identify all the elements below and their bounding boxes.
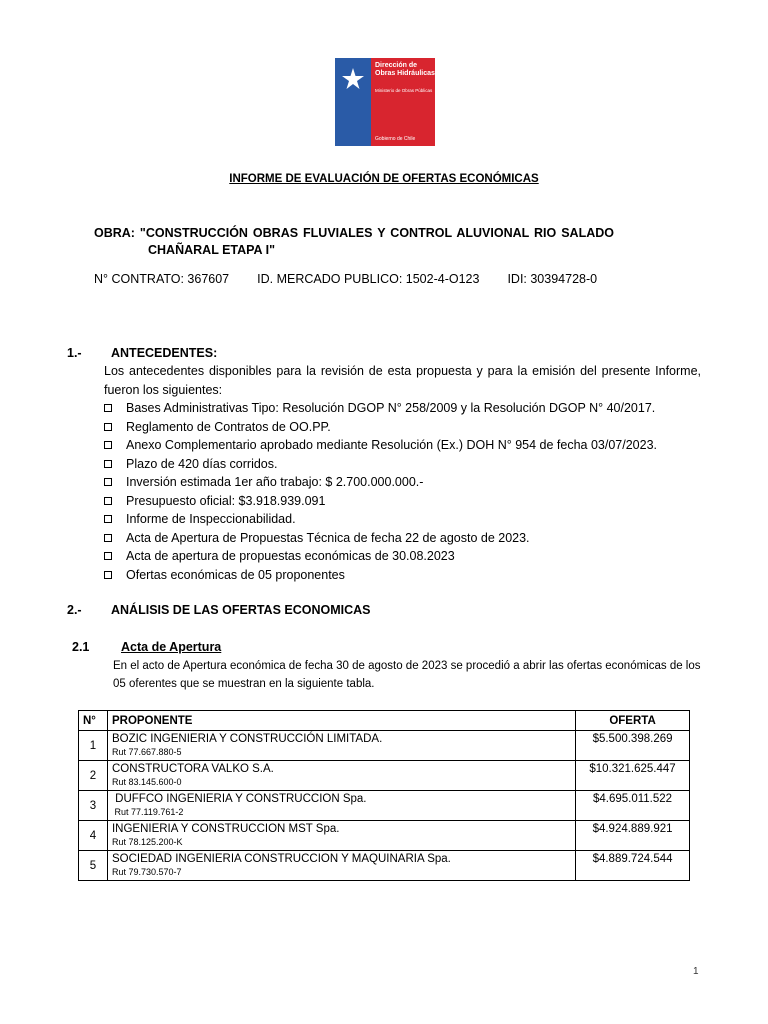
row-oferta: $5.500.398.269 (576, 731, 690, 761)
obra-line-2: CHAÑARAL ETAPA I" (148, 243, 275, 257)
row-proponente (107, 731, 575, 761)
list-item: Reglamento de Contratos de OO.PP. (104, 418, 657, 437)
proponente-rut: Rut 77.119.761-2 (111, 807, 184, 817)
table-row (79, 791, 690, 821)
logo-blue-panel (335, 58, 371, 146)
row-number: 2 (79, 761, 108, 791)
table-row (79, 851, 690, 881)
header-proponente: PROPONENTE (107, 711, 575, 731)
proponente-name: INGENIERIA Y CONSTRUCCION MST Spa. (111, 823, 340, 835)
row-proponente (107, 851, 575, 881)
section-1-number: 1.- (67, 346, 82, 360)
offers-table (78, 710, 690, 881)
row-oferta: $10.321.625.447 (576, 761, 690, 791)
list-item: Ofertas económicas de 05 proponentes (104, 566, 657, 585)
proponente-name: BOZIC INGENIERIA Y CONSTRUCCIÓN LIMITADA. (111, 733, 383, 745)
list-item: Plazo de 420 días corridos. (104, 455, 657, 474)
checkbox-bullet-icon (104, 460, 112, 468)
contract-info (94, 272, 625, 286)
section-2-1-title: Acta de Apertura (121, 640, 222, 654)
section-2-number: 2.- (67, 603, 82, 617)
row-proponente (107, 791, 575, 821)
proponente-rut: Rut 79.730.570-7 (111, 867, 182, 877)
proponente-name: CONSTRUCTORA VALKO S.A. (111, 763, 274, 775)
logo-org-name: Dirección de Obras Hidráulicas (375, 62, 435, 77)
row-oferta: $4.889.724.544 (576, 851, 690, 881)
table-header-row (79, 711, 690, 731)
mercado-publico-id: ID. MERCADO PUBLICO: 1502-4-O123 (257, 272, 480, 286)
list-item: Acta de apertura de propuestas económicas de 30.08.2023 (104, 547, 657, 566)
list-item: Anexo Complementario aprobado mediante Resolución (Ex.) DOH N° 954 de fecha 03/07/2023. (104, 436, 657, 455)
logo-ministry: Ministerio de Obras Públicas (375, 88, 433, 93)
checkbox-bullet-icon (104, 515, 112, 523)
antecedentes-list (104, 399, 657, 584)
checkbox-bullet-icon (104, 552, 112, 560)
list-item: Presupuesto oficial: $3.918.939.091 (104, 492, 657, 511)
section-2-title: ANÁLISIS DE LAS OFERTAS ECONOMICAS (111, 603, 371, 617)
idi-code: IDI: 30394728-0 (507, 272, 598, 286)
logo-dop (335, 58, 435, 146)
proponente-rut: Rut 83.145.600-0 (111, 777, 182, 787)
document-title: INFORME DE EVALUACIÓN DE OFERTAS ECONÓMICAS (229, 173, 539, 185)
section-2-1-number: 2.1 (72, 640, 90, 654)
proponente-rut: Rut 78.125.200-K (111, 837, 183, 847)
coat-of-arms-icon (337, 64, 369, 96)
page-number: 1 (693, 966, 699, 977)
row-oferta: $4.695.011.522 (576, 791, 690, 821)
row-proponente (107, 821, 575, 851)
contract-number: N° CONTRATO: 367607 (94, 272, 230, 286)
row-oferta: $4.924.889.921 (576, 821, 690, 851)
checkbox-bullet-icon (104, 441, 112, 449)
obra-line-1: OBRA: "CONSTRUCCIÓN OBRAS FLUVIALES Y CONTROL ALUVIONAL RIO SALADO (94, 226, 614, 240)
checkbox-bullet-icon (104, 423, 112, 431)
logo-government: Gobierno de Chile (375, 136, 416, 142)
checkbox-bullet-icon (104, 534, 112, 542)
section-1-intro: Los antecedentes disponibles para la revisión de esta propuesta y para la emisión del presente Informe, fueron los siguientes: (104, 364, 701, 397)
table-row (79, 761, 690, 791)
logo-red-panel (371, 58, 435, 146)
list-item: Inversión estimada 1er año trabajo: $ 2.700.000.000.- (104, 473, 657, 492)
row-proponente (107, 761, 575, 791)
proponente-name: SOCIEDAD INGENIERIA CONSTRUCCION Y MAQUINARIA Spa. (111, 853, 451, 865)
section-2-1-text: En el acto de Apertura económica de fecha 30 de agosto de 2023 se procedió a abrir las ofertas económicas de los 05 oferentes que se muestran en la siguiente tabla. (113, 660, 701, 690)
obra-heading (94, 225, 614, 259)
row-number: 5 (79, 851, 108, 881)
row-number: 1 (79, 731, 108, 761)
header-oferta: OFERTA (576, 711, 690, 731)
section-1-title: ANTECEDENTES: (111, 346, 218, 360)
checkbox-bullet-icon (104, 497, 112, 505)
row-number: 3 (79, 791, 108, 821)
table-row (79, 821, 690, 851)
proponente-name: DUFFCO INGENIERIA Y CONSTRUCCION Spa. (111, 793, 367, 805)
proponente-rut: Rut 77.667.880-5 (111, 747, 182, 757)
checkbox-bullet-icon (104, 404, 112, 412)
list-item: Informe de Inspeccionabilidad. (104, 510, 657, 529)
list-item: Bases Administrativas Tipo: Resolución DGOP N° 258/2009 y la Resolución DGOP N° 40/2017. (104, 399, 657, 418)
row-number: 4 (79, 821, 108, 851)
header-number: N° (79, 711, 108, 731)
checkbox-bullet-icon (104, 478, 112, 486)
checkbox-bullet-icon (104, 571, 112, 579)
list-item: Acta de Apertura de Propuestas Técnica de fecha 22 de agosto de 2023. (104, 529, 657, 548)
table-row (79, 731, 690, 761)
